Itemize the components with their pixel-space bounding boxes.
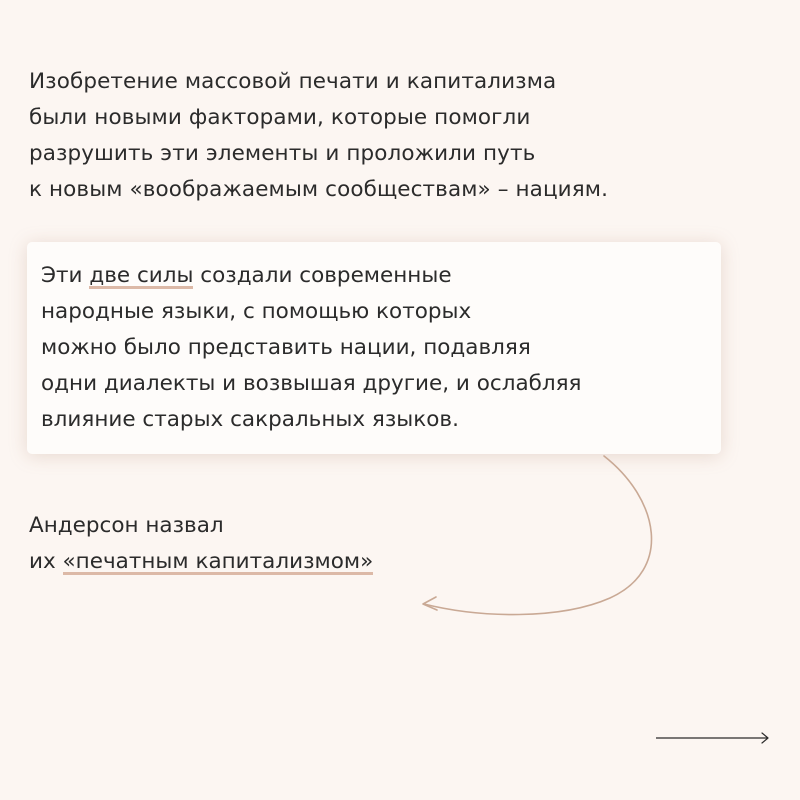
quote-line — [41, 258, 711, 294]
quote-text-fragment: Эти — [41, 263, 90, 288]
outro-line — [29, 544, 529, 580]
quote-line: можно было представить нации, подавляя — [41, 335, 531, 360]
quote-line: народные языки, с помощью которых — [41, 299, 472, 324]
intro-paragraph — [29, 64, 769, 208]
outro-text-fragment: их — [29, 549, 63, 574]
highlighted-phrase: две силы — [89, 263, 194, 288]
intro-line: к новым «воображаемым сообществам» – нациям. — [29, 177, 609, 202]
quote-line: влияние старых сакральных языков. — [41, 407, 459, 432]
quote-text-fragment: создали современные — [193, 263, 452, 288]
highlighted-phrase: «печатным капитализмом» — [62, 549, 374, 574]
intro-line: были новыми факторами, которые помогли — [29, 105, 531, 130]
quote-line: одни диалекты и возвышая другие, и ослабляя — [41, 371, 582, 396]
intro-line: разрушить эти элементы и проложили путь — [29, 141, 536, 166]
arrow-right-icon[interactable] — [656, 728, 770, 748]
outro-line: Андерсон назвал — [29, 513, 224, 538]
quote-card — [27, 242, 721, 454]
quote-text — [41, 258, 711, 438]
outro-paragraph — [29, 508, 529, 580]
intro-line: Изобретение массовой печати и капитализма — [29, 69, 557, 94]
